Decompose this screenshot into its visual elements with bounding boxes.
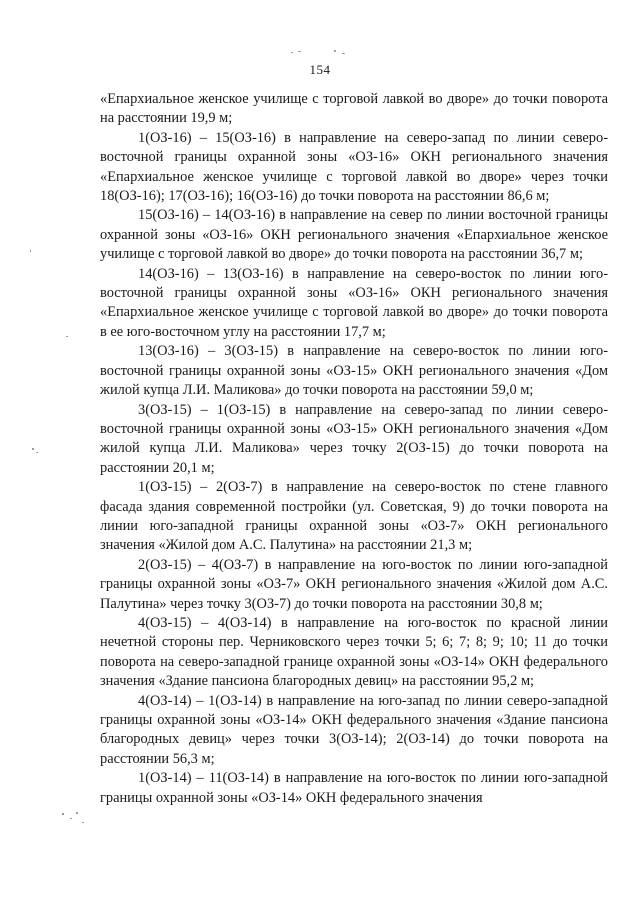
paragraph: 13(ОЗ-16) – 3(ОЗ-15) в направление на северо-восток по линии юго-восточной границы охранной зоны «ОЗ-15» ОКН регионального значения «Дом жилой купца Л.И. Маликова» до точки поворота на расстоянии 59,0 м; <box>100 343 608 399</box>
paragraph: 1(ОЗ-16) – 15(ОЗ-16) в направление на северо-запад по линии северо-восточной границы охранной зоны «ОЗ-16» ОКН регионального значения «Епархиальное женское училище с торговой лавкой во дворе» через точки 18(ОЗ-16); 17(ОЗ-16); 16(ОЗ-16) до точки поворота на расстоянии 86,6 м; <box>100 129 608 205</box>
paragraph: 4(ОЗ-15) – 4(ОЗ-14) в направление на юго-восток по красной линии нечетной стороны пер. Черниковского через точки 5; 6; 7; 8; 9; 10; 11 до точки поворота на северо-западной границе охранной зоны «ОЗ-14» ОКН федерального значения «Здание пансиона благородных девиц» на расстоянии 95,2 м; <box>100 614 608 690</box>
paragraph: 1(ОЗ-15) – 2(ОЗ-7) в направление на северо-восток по стене главного фасада здания современной постройки (ул. Советская, 9) до точки поворота на линии юго-западной границы охранной зоны «ОЗ-7» ОКН регионального значения «Жилой дом А.С. Палутина» на расстоянии 21,3 м; <box>100 479 608 554</box>
scan-speck <box>32 448 34 450</box>
scan-speck <box>66 336 68 337</box>
scan-speck <box>30 250 31 252</box>
scan-speck <box>298 51 301 52</box>
paragraph: 2(ОЗ-15) – 4(ОЗ-7) в направление на юго-восток по линии юго-западной границы охранной зоны «ОЗ-7» ОКН регионального значения «Жилой дом А.С. Палутина» через точку 3(ОЗ-7) до точки поворота на расстоянии 30,8 м; <box>100 556 608 612</box>
paragraph: 3(ОЗ-15) – 1(ОЗ-15) в направление на северо-запад по линии северо-восточной границы охранной зоны «ОЗ-15» ОКН регионального значения «Дом жилой купца Л.И. Маликова» через точку 2(ОЗ-15) до точки поворота на расстоянии 20,1 м; <box>100 401 608 476</box>
scan-speck <box>62 813 64 815</box>
paragraph: 1(ОЗ-14) – 11(ОЗ-14) в направление на юго-восток по линии юго-западной границы охранной зоны «ОЗ-14» ОКН федерального значения <box>100 770 608 806</box>
document-body <box>100 90 608 808</box>
scan-speck <box>291 52 293 53</box>
paragraph-continued: «Епархиальное женское училище с торговой лавкой во дворе» до точки поворота на расстоянии 19,9 м; <box>100 91 608 127</box>
paragraph: 4(ОЗ-14) – 1(ОЗ-14) в направление на юго-запад по линии северо-западной границы охранной зоны «ОЗ-14» ОКН федерального значения «Здание пансиона благородных девиц» через точки 3(ОЗ-14); 2(ОЗ-14) до точки поворота на расстоянии 56,3 м; <box>100 692 608 767</box>
scan-speck <box>82 822 84 823</box>
scan-speck <box>334 50 336 52</box>
scan-speck <box>36 452 38 453</box>
page-number: 154 <box>309 62 331 77</box>
paragraph: 14(ОЗ-16) – 13(ОЗ-16) в направление на северо-восток по линии юго-восточной границы охранной зоны «ОЗ-16» ОКН регионального значения «Епархиальное женское училище с торговой лавкой во дворе» до точки поворота в ее юго-восточном углу на расстоянии 17,7 м; <box>100 265 608 340</box>
paragraph: 15(ОЗ-16) – 14(ОЗ-16) в направление на север по линии восточной границы охранной зоны «ОЗ-16» ОКН регионального значения «Епархиальное женское училище с торговой лавкой во дворе» до точки поворота на расстоянии 36,7 м; <box>100 207 608 263</box>
scan-speck <box>76 812 78 814</box>
scan-speck <box>70 818 72 819</box>
scan-speck <box>342 53 345 54</box>
